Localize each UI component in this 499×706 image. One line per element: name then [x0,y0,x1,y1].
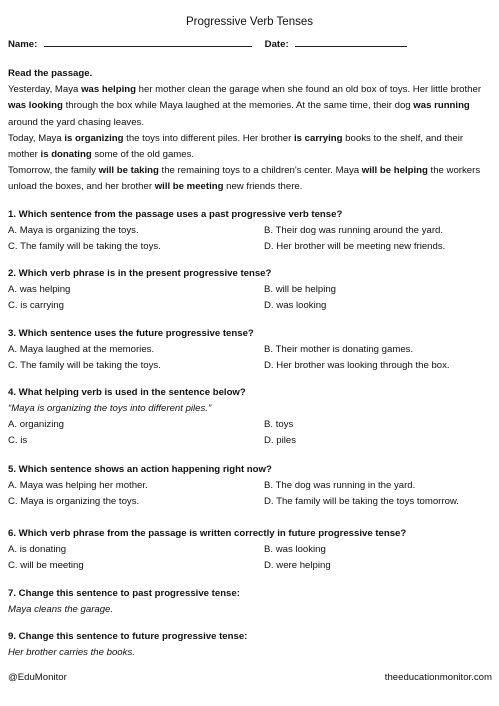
name-label: Name: [8,39,38,50]
date-field-line[interactable] [295,37,407,47]
question-9 [8,629,494,661]
option-d[interactable]: D. were helping [264,560,331,571]
option-c[interactable]: C. will be meeting [8,560,84,571]
question-2 [8,266,494,314]
passage-text: around the yard chasing leaves. [8,116,144,128]
option-c[interactable]: C. is carrying [8,300,64,311]
option-d[interactable]: D. Her brother was looking through the box. [264,360,450,371]
bold-verb-phrase: will be taking [98,165,159,177]
name-field-line[interactable] [44,37,252,47]
passage-text: Tomorrow, the family [8,165,99,177]
option-a[interactable]: A. Maya was helping her mother. [8,480,148,491]
reading-passage [8,66,492,196]
passage-text: some of the old games. [91,149,195,161]
bold-verb-phrase: will be meeting [154,181,224,193]
option-b[interactable]: B. Their mother is donating games. [264,344,414,355]
option-d[interactable]: D. The family will be taking the toys tomorrow. [264,496,459,507]
question-5 [8,462,494,510]
option-b[interactable]: B. Their dog was running around the yard. [264,225,444,236]
option-a[interactable]: A. is donating [8,544,67,555]
bold-verb-phrase: will be helping [361,165,428,177]
bold-verb-phrase: was helping [81,84,136,96]
option-d[interactable]: D. was looking [264,300,327,311]
option-c[interactable]: C. The family will be taking the toys. [8,360,161,371]
passage-paragraph-3 [8,163,492,195]
bold-verb-phrase: was running [413,100,470,112]
passage-text: the workers unload the boxes, and her brother [8,165,481,193]
passage-heading: Read the passage. [8,68,93,79]
option-d[interactable]: D. piles [264,435,296,446]
question-3 [8,326,494,374]
passage-text: the remaining toys to a children's center. Maya [158,165,362,177]
bold-verb-phrase: is donating [40,149,92,161]
page-title: Progressive Verb Tenses [186,16,313,28]
question-text: 2. Which verb phrase is in the present progressive tense? [8,268,272,279]
option-a[interactable]: A. Maya is organizing the toys. [8,225,139,236]
passage-text: through the box while Maya laughed at the memories. At the same time, their dog [62,100,414,112]
page-footer [8,672,492,683]
date-label: Date: [264,39,289,50]
bold-verb-phrase: was looking [8,100,63,112]
question-text: 4. What helping verb is used in the sentence below? [8,387,246,398]
question-text: 9. Change this sentence to future progressive tense: [8,631,248,642]
passage-text: new friends there. [223,181,303,193]
name-date-row [8,37,407,50]
sentence-prompt: Her brother carries the books. [8,647,135,658]
question-7 [8,586,494,618]
question-text: 3. Which sentence uses the future progressive tense? [8,328,254,339]
passage-text: the toys into different piles. Her brother [123,132,294,144]
question-text: 7. Change this sentence to past progressive tense: [8,588,240,599]
bold-verb-phrase: is carrying [293,132,343,144]
option-c[interactable]: C. Maya is organizing the toys. [8,496,140,507]
sentence-prompt: Maya cleans the garage. [8,604,114,615]
option-a[interactable]: A. Maya laughed at the memories. [8,344,155,355]
passage-paragraph-2 [8,131,492,163]
option-b[interactable]: B. will be helping [264,284,336,295]
passage-text: Today, Maya [8,132,65,144]
option-b[interactable]: B. was looking [264,544,326,555]
option-c[interactable]: C. is [8,435,28,446]
question-text: 5. Which sentence shows an action happening right now? [8,464,272,475]
question-1 [8,207,494,255]
passage-text: books to the shelf, and their mother [8,132,464,161]
question-6 [8,526,494,574]
footer-handle: @EduMonitor [8,672,67,683]
option-b[interactable]: B. toys [264,419,294,430]
passage-text: her mother clean the garage when she found an old box of toys. Her little brother [135,84,482,96]
question-4 [8,385,494,449]
passage-paragraph-1 [8,82,492,131]
option-c[interactable]: C. The family will be taking the toys. [8,241,161,252]
footer-website: theeducationmonitor.com [384,672,492,683]
option-d[interactable]: D. Her brother will be meeting new friends. [264,241,446,252]
question-text: 1. Which sentence from the passage uses a past progressive verb tense? [8,209,343,220]
passage-text: Yesterday, Maya [8,84,82,96]
option-b[interactable]: B. The dog was running in the yard. [264,480,416,491]
option-a[interactable]: A. organizing [8,419,64,430]
question-text: 6. Which verb phrase from the passage is written correctly in future progressive tense? [8,528,407,539]
option-a[interactable]: A. was helping [8,284,71,295]
bold-verb-phrase: is organizing [64,132,124,144]
question-quote: “Maya is organizing the toys into different piles.” [8,403,212,414]
